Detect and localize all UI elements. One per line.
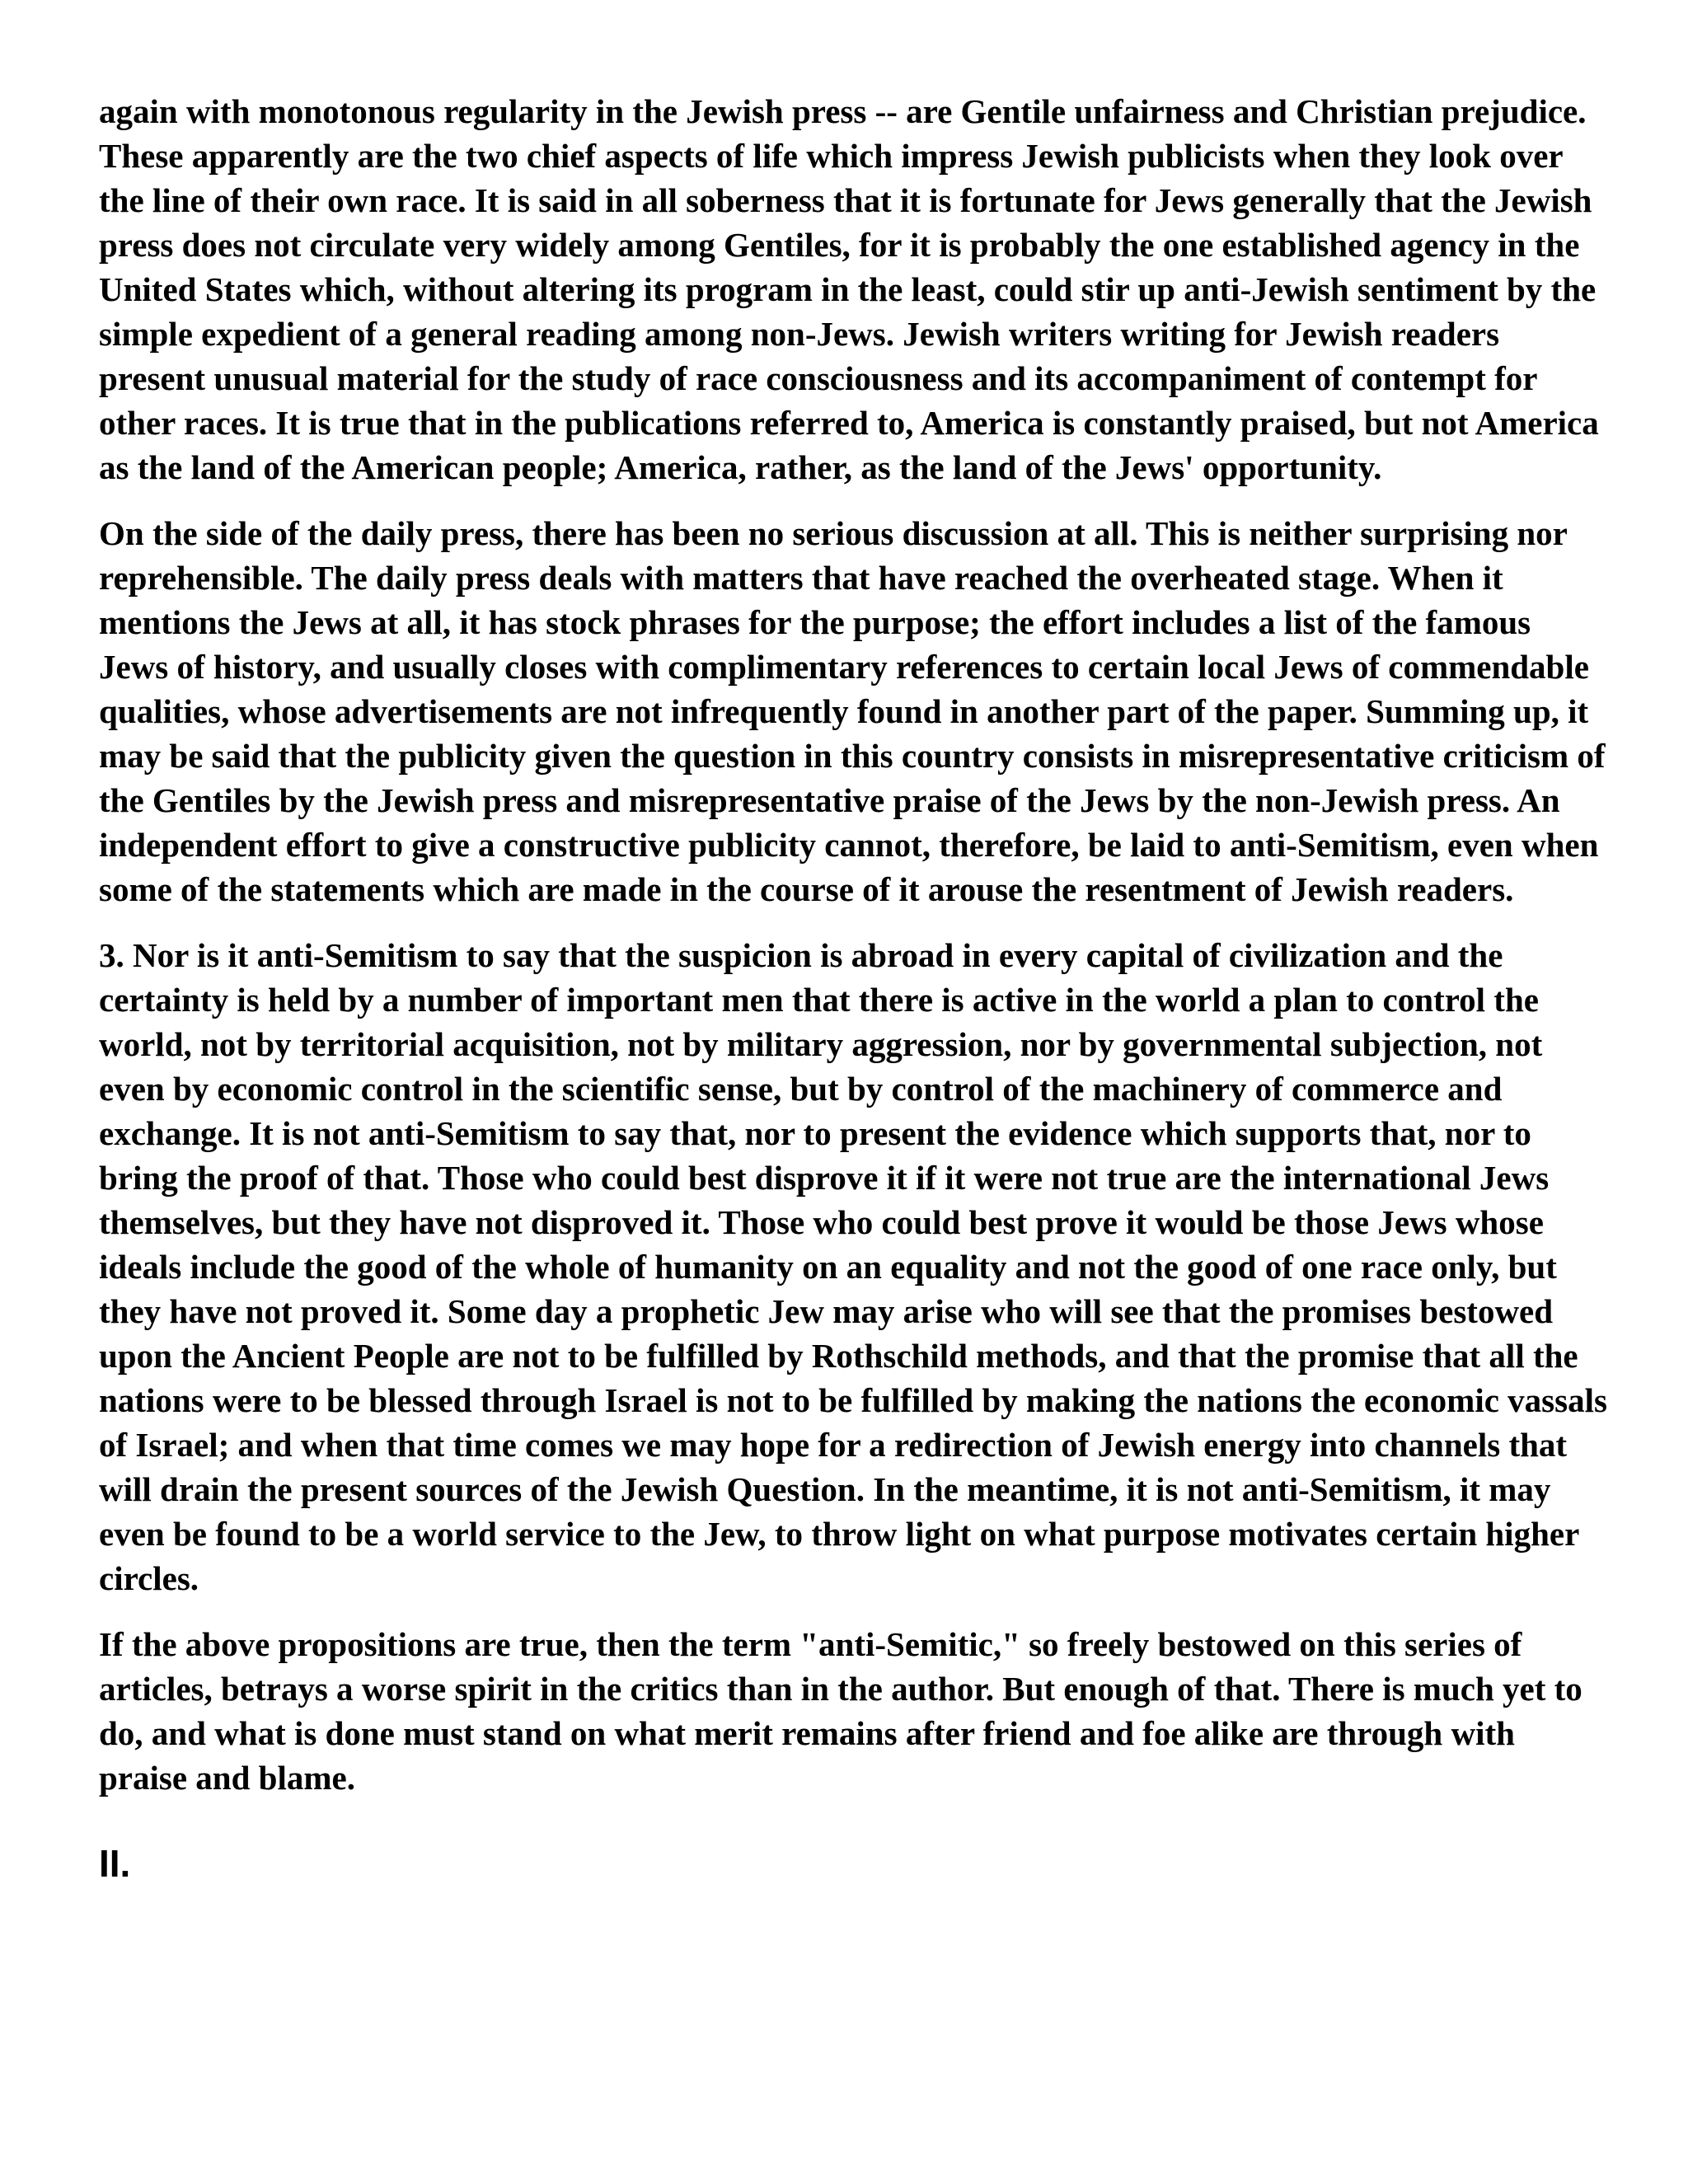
paragraph-jewish-press: again with monotonous regularity in the Jewish press -- are Gentile unfairness and Christian prejudice. These apparently are the two chief aspects of life which impress Jewish publicists when they look over the line of their own race. It is said in all soberness that it is fortunate for Jews generally that the Jewish press does not circulate very widely among Gentiles, for it is probably the one established agency in the United States which, without altering its program in the least, could stir up anti-Jewish sentiment by the simple expedient of a general reading among non-Jews. Jewish writers writing for Jewish readers present unusual material for the study of race consciousness and its accompaniment of contempt for other races. It is true that in the publications referred to, America is constantly praised, but not America as the land of the American people; America, rather, as the land of the Jews' opportunity. [99, 92, 1599, 486]
paragraph-conclusion: If the above propositions are true, then the term "anti-Semitic," so freely bestowed on this series of articles, betrays a worse spirit in the critics than in the author. But enough of that. There is much yet to do, and what is done must stand on what merit remains after friend and foe alike are through with praise and blame. [99, 1625, 1582, 1797]
paragraph-proposition-3: 3. Nor is it anti-Semitism to say that the suspicion is abroad in every capital of civilization and the certainty is held by a number of important men that there is active in the world a plan to control the world, not by territorial acquisition, not by military aggression, nor by governmental subjection, not even by economic control in the scientific sense, but by control of the machinery of commerce and exchange. It is not anti-Semitism to say that, nor to present the evidence which supports that, nor to bring the proof of that. Those who could best disprove it if it were not true are the international Jews themselves, but they have not disproved it. Those who could best prove it would be those Jews whose ideals include the good of the whole of humanity on an equality and not the good of one race only, but they have not proved it. Some day a prophetic Jew may arise who will see that the promises bestowed upon the Ancient People are not to be fulfilled by Rothschild methods, and that the promise that all the nations were to be blessed through Israel is not to be fulfilled by making the nations the economic vassals of Israel; and when that time comes we may hope for a redirection of Jewish energy into channels that will drain the present sources of the Jewish Question. In the meantime, it is not anti-Semitism, it may even be found to be a world service to the Jew, to throw light on what purpose motivates certain higher circles. [99, 936, 1607, 1597]
section-heading: II. [99, 1842, 131, 1885]
document-page [99, 89, 1607, 1886]
paragraph-daily-press: On the side of the daily press, there has been no serious discussion at all. This is neither surprising nor reprehensible. The daily press deals with matters that have reached the overheated stage. When it mentions the Jews at all, it has stock phrases for the purpose; the effort includes a list of the famous Jews of history, and usually closes with complimentary references to certain local Jews of commendable qualities, whose advertisements are not infrequently found in another part of the paper. Summing up, it may be said that the publicity given the question in this country consists in misrepresentative criticism of the Gentiles by the Jewish press and misrepresentative praise of the Jews by the non-Jewish press. An independent effort to give a constructive publicity cannot, therefore, be laid to anti-Semitism, even when some of the statements which are made in the course of it arouse the resentment of Jewish readers. [99, 514, 1606, 908]
